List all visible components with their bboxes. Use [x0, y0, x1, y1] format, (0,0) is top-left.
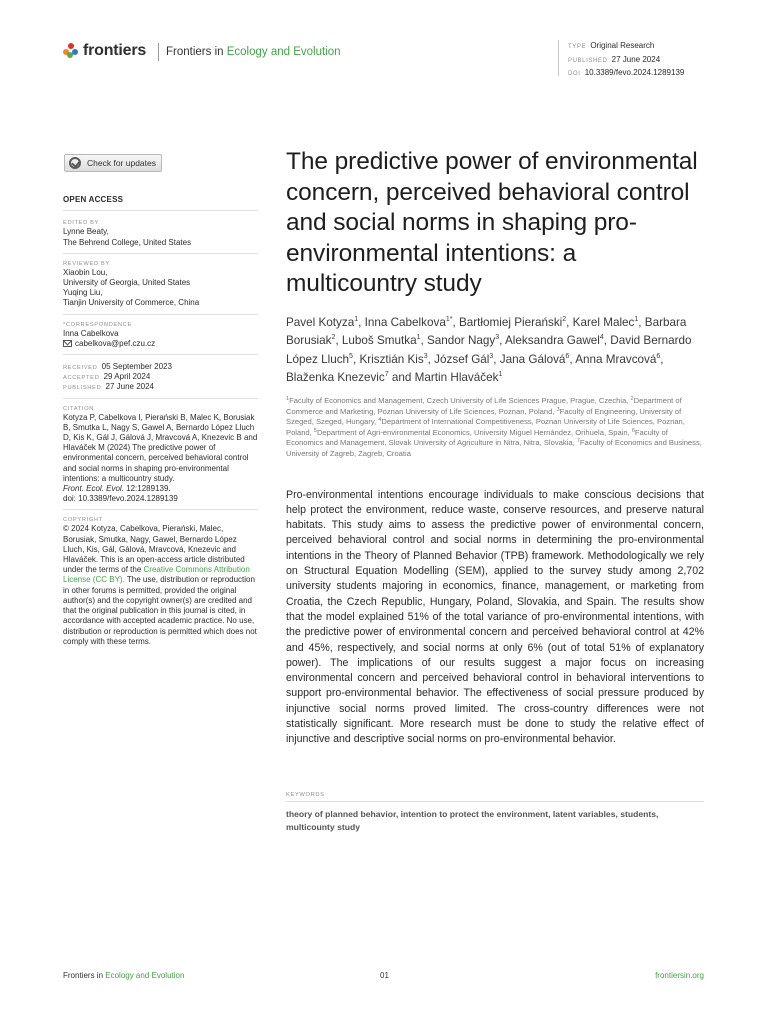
published-value: 27 June 2024 [105, 382, 154, 392]
author-name: David Bernardo López Lluch [286, 334, 692, 366]
author[interactable] [505, 334, 604, 347]
author-list: Pavel Kotyza$^1$, Inna Cabelkova$^{1*}$, Bartłomiej Pierański$^2$, Karel Malec$^1$, Barbara Borusiak$^2$, Luboš Smutka$^1$, Sandor Nagy$^3$, Aleksandra Gawel$^4$, David Bernardo López Lluch$^5$, Krisztián Kis$^3$, József Gál$^3$, Jana Gálová$^6$, Anna Mravcová$^6$, Blaženka Knezevic$^7$ and Martin Hlaváček$^1$ [286, 315, 692, 385]
author-affiliation-marker: 2 [562, 315, 567, 323]
journal-prefix: Frontiers in [166, 46, 224, 58]
meta-doi-label: DOI [568, 71, 581, 77]
divider [63, 398, 258, 399]
author[interactable] [342, 334, 421, 347]
affiliation-text: Department of Agri-environmental Economics, University Miguel Hernández, Orihuela, Spain, [316, 427, 630, 437]
article-meta [558, 40, 768, 76]
meta-doi-value[interactable]: 10.3389/fevo.2024.1289139 [584, 68, 685, 77]
correspondence-email-row[interactable] [63, 339, 258, 349]
article-main [286, 147, 704, 834]
journal-name[interactable] [166, 46, 341, 58]
author-name: Karel Malec [572, 315, 635, 329]
affiliation [286, 396, 628, 405]
abstract-text: Pro-environmental intentions encourage individuals to make conscious decisions that help protect the environment, reduce waste, conserve resources, and preserve natural habitats. This study aims to assess the predictive power of environmental concern, perceived behavioral control and social norms in determining the pro-environmental intentions in the Theory of Planned Behavior (TPB) framework. Methodologically we rely on Structural Equation Modelling (SEM), applied to the survey study among 2,702 university students majoring in economics, finance, management, or marketing from Croatia, the Czech Republic, Hungary, Poland, Slovakia, and Spain. The results show that the model explained 51% of the total variance of pro-environmental intentions, with the predictive power of environmental concern and perceived behavioral control at 42% and 45%, respectively, and social norms at only 6% (out of total 51% of explanatory power). The implications of our results suggest a major focus on increasing environmental concern and perceived behavioral control in behavioral interventions to support pro-environmental behavior. The effectiveness of social pressure produced by injunctive social norms proved limited. The cross-country differences were not statistically significant. More research must be done to study the relative effect of injunctive and descriptive social norms on pro-environmental behavior. [286, 488, 704, 746]
affiliation-number: 5 [313, 427, 317, 434]
affiliation-number: 4 [378, 417, 382, 424]
published-date [63, 382, 258, 392]
meta-published-value: 27 June 2024 [611, 54, 661, 64]
author-affiliation-marker: 6 [656, 352, 661, 360]
footer-journal-name: Ecology and Evolution [105, 971, 185, 980]
meta-type [568, 40, 768, 54]
envelope-icon [63, 340, 72, 347]
logo-wordmark: frontiers [83, 42, 147, 59]
reviewer-affiliation: University of Georgia, United States [63, 278, 191, 288]
copyright-intro: © 2024 Kotyza, Cabelkova, Pierański, Malec, Borusiak, Smutka, Nagy, Gawel, Bernardo López Lluch, Kis, Gál, Gálová, Mravcová, Knezevic and Hlaváček. This is an open-access article distributed under the terms of the [63, 524, 245, 575]
meta-type-value: Original Research [590, 41, 655, 50]
affiliation-text: Department of International Competitiveness, Poznan University of Life Sciences, Poznan, Poland, [286, 417, 685, 437]
article-title: The predictive power of environmental concern, perceived behavioral control and social norms in shaping pro-environmental intentions: a multicountry study [286, 148, 698, 298]
citation-section [63, 405, 258, 505]
affiliation-text: Faculty of Economics and Management, Slovak University of Agriculture in Nitra, Nitra, Slovakia, [286, 427, 668, 448]
author[interactable] [434, 353, 493, 366]
author[interactable] [286, 316, 358, 329]
copyright-label: COPYRIGHT [63, 517, 103, 524]
author[interactable] [286, 371, 389, 384]
footer-site-link[interactable]: frontiersin.org [655, 971, 704, 980]
meta-published-label: PUBLISHED [568, 57, 608, 64]
author[interactable] [575, 353, 660, 366]
divider [63, 314, 258, 315]
author[interactable] [500, 353, 570, 366]
citation-volume: 12:1289139. [126, 484, 171, 494]
author-affiliation-marker: 1 [416, 334, 421, 342]
editor-affiliation: The Behrend College, United States [63, 237, 192, 247]
author-name: Inna Cabelkova [364, 315, 446, 329]
frontiers-logo[interactable] [63, 42, 146, 60]
open-access-label: OPEN ACCESS [63, 195, 124, 205]
affiliation-number: 7 [576, 438, 580, 445]
affiliation-number: 2 [630, 395, 634, 402]
author-affiliation-marker: 1 [498, 371, 503, 379]
journal-title: Ecology and Evolution [226, 46, 341, 58]
divider [63, 253, 258, 254]
author-name: Martin Hlaváček [414, 371, 499, 385]
editor-name: Lynne Beaty, [63, 227, 109, 237]
affiliation-number: 3 [556, 406, 560, 413]
citation-source [63, 484, 258, 494]
citation-doi[interactable]: doi: 10.3389/fevo.2024.1289139 [63, 494, 178, 504]
author-name: Barbara Borusiak [286, 315, 687, 348]
page-footer [63, 971, 704, 980]
author[interactable] [359, 353, 427, 366]
reviewed-by-section [63, 260, 258, 309]
footer-journal-prefix: Frontiers in [63, 971, 104, 980]
citation-label: CITATION [63, 405, 94, 412]
correspondence-section [63, 321, 258, 349]
author-affiliation-marker: 3 [489, 352, 494, 360]
received-date [63, 362, 258, 372]
author-affiliation-marker: 1* [445, 315, 453, 323]
author-affiliation-marker: 4 [599, 334, 604, 342]
affiliation-text: Department of Commerce and Marketing, Poznan University of Life Sciences, Poznan, Poland, [286, 395, 682, 416]
meta-type-label: TYPE [568, 44, 587, 50]
check-updates-icon [69, 157, 81, 169]
divider [63, 210, 258, 211]
header-divider [158, 43, 159, 61]
keywords-label: KEYWORDS [286, 791, 325, 798]
reviewer-affiliation: Tianjin University of Commerce, China [63, 298, 200, 308]
author-affiliation-marker: 2 [331, 334, 336, 342]
author-name: Blaženka Knezevic [286, 371, 385, 385]
author-name: Krisztián Kis [359, 352, 424, 366]
reviewed-by-label: REVIEWED BY [63, 260, 110, 267]
affiliation-text: Faculty of Engineering, University of Szeged, Szeged, Hungary, [286, 406, 682, 427]
dates-section [63, 362, 258, 393]
check-updates-label: Check for updates [87, 157, 156, 168]
author-name: Aleksandra Gawel [505, 334, 600, 348]
author-name: Jana Gálová [499, 352, 566, 366]
frontiers-logo-icon [63, 43, 79, 59]
author-affiliation-marker: 1 [354, 315, 359, 323]
author-affiliation-marker: 3 [495, 334, 500, 342]
accepted-date [63, 372, 258, 382]
keywords-text: theory of planned behavior, intention to protect the environment, latent variables, students, multicounty study [286, 808, 659, 832]
correspondence-name: Inna Cabelkova [63, 328, 119, 338]
author[interactable] [459, 316, 566, 329]
affiliation-list [286, 396, 704, 460]
correspondence-email[interactable]: cabelkova@pef.czu.cz [75, 338, 156, 348]
meta-doi [568, 67, 768, 81]
author-name: Luboš Smutka [341, 334, 417, 348]
received-label: RECEIVED [63, 365, 98, 372]
affiliation-text: Faculty of Economics and Management, Czech University of Life Sciences Prague, Prague, Czechia, [289, 395, 629, 405]
author[interactable] [365, 316, 453, 329]
keywords-section [286, 792, 704, 834]
page-number: 01 [380, 971, 389, 980]
check-updates-button[interactable] [64, 154, 162, 172]
author-affiliation-marker: 6 [565, 352, 570, 360]
reviewer-name: Yuqing Liu, [63, 288, 103, 298]
page-header [63, 40, 703, 77]
author-affiliation-marker: 7 [384, 371, 389, 379]
reviewer-name: Xiaobin Lou, [63, 267, 108, 277]
author-name: Sandor Nagy [427, 334, 496, 348]
affiliation-number: 1 [286, 395, 290, 402]
author-name: Anna Mravcová [575, 352, 657, 366]
affiliation [314, 428, 630, 437]
author-name: Bartłomiej Pierański [458, 315, 563, 329]
copyright-terms: The use, distribution or reproduction in other forums is permitted, provided the original author(s) and the copyright owner(s) are credited and that the original publication in this journal is cited, in accordance with accepted academic practice. No use, distribution or reproduction is permitted which does not comply with these terms. [63, 575, 257, 646]
divider [286, 801, 704, 802]
citation-text: Kotyza P, Cabelkova I, Pierański B, Malec K, Borusiak B, Smutka L, Nagy S, Gawel A, Bernardo López Lluch D, Kis K, Gál J, Gálová J, Mravcová A, Knezevic B and Hlaváček M (2024) The predictive power of environmental concern, perceived behavioral control and social norms in shaping pro-environmental intentions: a multicountry study. [63, 412, 258, 483]
citation-journal: Front. Ecol. Evol. [63, 484, 124, 494]
copyright-text [63, 524, 258, 646]
meta-published [568, 54, 768, 68]
author-name: Pavel Kotyza [286, 315, 355, 329]
edited-by-label: EDITED BY [63, 220, 100, 227]
correspondence-label: *CORRESPONDENCE [63, 321, 132, 328]
license-link[interactable]: Creative Commons Attribution License (CC BY). [63, 565, 250, 585]
author[interactable] [427, 334, 499, 347]
author-affiliation-marker: 5 [349, 352, 353, 360]
published-label: PUBLISHED [63, 385, 102, 392]
author-affiliation-marker: 3 [423, 352, 428, 360]
author[interactable] [415, 371, 503, 384]
footer-journal[interactable] [63, 971, 184, 980]
divider [63, 354, 258, 355]
accepted-value: 29 April 2024 [103, 372, 151, 382]
affiliation-number: 6 [631, 427, 635, 434]
author[interactable] [573, 316, 639, 329]
sidebar-info [63, 154, 258, 647]
received-value: 05 September 2023 [101, 362, 172, 372]
affiliation-text: Faculty of Economics and Business, University of Zagreb, Zagreb, Croatia [286, 438, 702, 458]
accepted-label: ACCEPTED [63, 375, 100, 382]
divider [63, 509, 258, 510]
author-affiliation-marker: 1 [634, 315, 639, 323]
edited-by-section [63, 219, 258, 247]
copyright-section [63, 516, 258, 646]
author-name: József Gál [434, 352, 490, 366]
